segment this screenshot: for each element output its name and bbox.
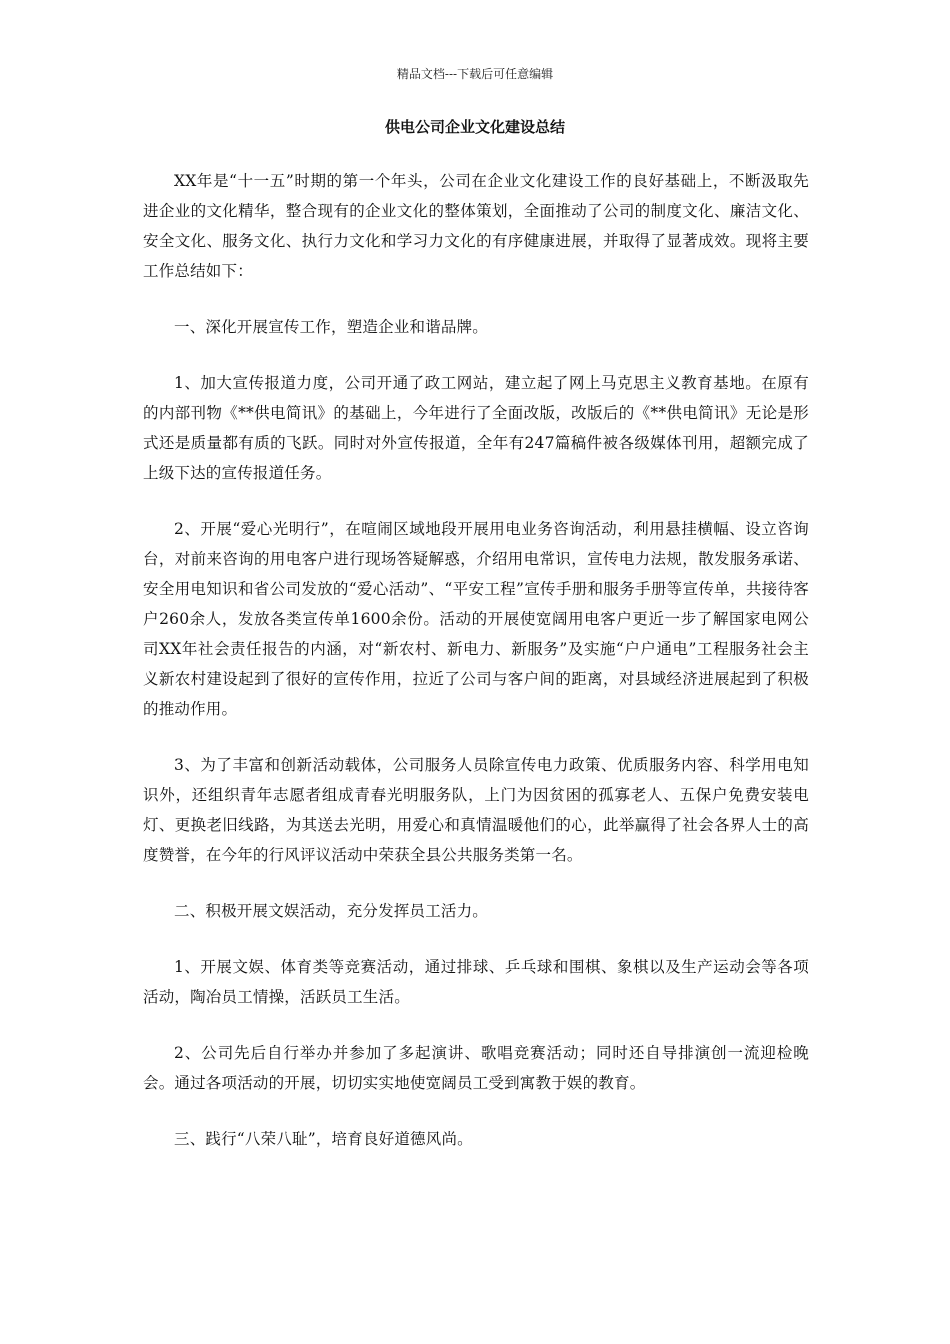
- paragraph-1-2: 2、开展“爱心光明行”，在喧闹区域地段开展用电业务咨询活动，利用悬挂横幅、设立咨询台，对前来咨询的用电客户进行现场答疑解惑，介绍用电常识，宣传电力法规，散发服务承诺、安全用电知识和省公司发放的“爱心活动”、“平安工程”宣传手册和服务手册等宣传单，共接待客户260余人，发放各类宣传单1600余份。活动的开展使宽阔用电客户更近一步了解国家电网公司XX年社会责任报告的内涵，对“新农村、新电力、新服务”及实施“户户通电”工程服务社会主义新农村建设起到了很好的宣传作用，拉近了公司与客户间的距离，对县域经济进展起到了积极的推动作用。: [143, 520, 809, 718]
- paragraph-1-3: 3、为了丰富和创新活动载体，公司服务人员除宣传电力政策、优质服务内容、科学用电知识外，还组织青年志愿者组成青春光明服务队，上门为因贫困的孤寡老人、五保户免费安装电灯、更换老旧线路，为其送去光明，用爱心和真情温暖他们的心，此举赢得了社会各界人士的高度赞誉，在今年的行风评议活动中荣获全县公共服务类第一名。: [143, 756, 809, 864]
- section-heading-2: 二、积极开展文娱活动，充分发挥员工活力。: [174, 902, 489, 920]
- paragraph-2-1: 1、开展文娱、体育类等竞赛活动，通过排球、乒乓球和围棋、象棋以及生产运动会等各项活动，陶冶员工情操，活跃员工生活。: [143, 958, 809, 1006]
- section-heading-1: 一、深化开展宣传工作，塑造企业和谐品牌。: [174, 318, 489, 336]
- document-body: [143, 166, 809, 1154]
- intro-paragraph: XX年是“十一五”时期的第一个年头，公司在企业文化建设工作的良好基础上，不断汲取先进企业的文化精华，整合现有的企业文化的整体策划，全面推动了公司的制度文化、廉洁文化、安全文化、服务文化、执行力文化和学习力文化的有序健康进展，并取得了显著成效。现将主要工作总结如下：: [143, 172, 809, 280]
- document-title: 供电公司企业文化建设总结: [384, 118, 565, 136]
- paragraph-1-1: 1、加大宣传报道力度，公司开通了政工网站，建立起了网上马克思主义教育基地。在原有的内部刊物《**供电简讯》的基础上，今年进行了全面改版，改版后的《**供电简讯》无论是形式还是质量都有质的飞跃。同时对外宣传报道，全年有247篇稿件被各级媒体刊用，超额完成了上级下达的宣传报道任务。: [143, 374, 809, 482]
- page-header: 精品文档---下载后可任意编辑: [396, 67, 554, 81]
- section-heading-3: 三、践行“八荣八耻”，培育良好道德风尚。: [174, 1130, 473, 1148]
- paragraph-2-2: 2、公司先后自行举办并参加了多起演讲、歌唱竞赛活动；同时还自导排演创一流迎检晚会。通过各项活动的开展，切切实实地使宽阔员工受到寓教于娱的教育。: [143, 1044, 809, 1092]
